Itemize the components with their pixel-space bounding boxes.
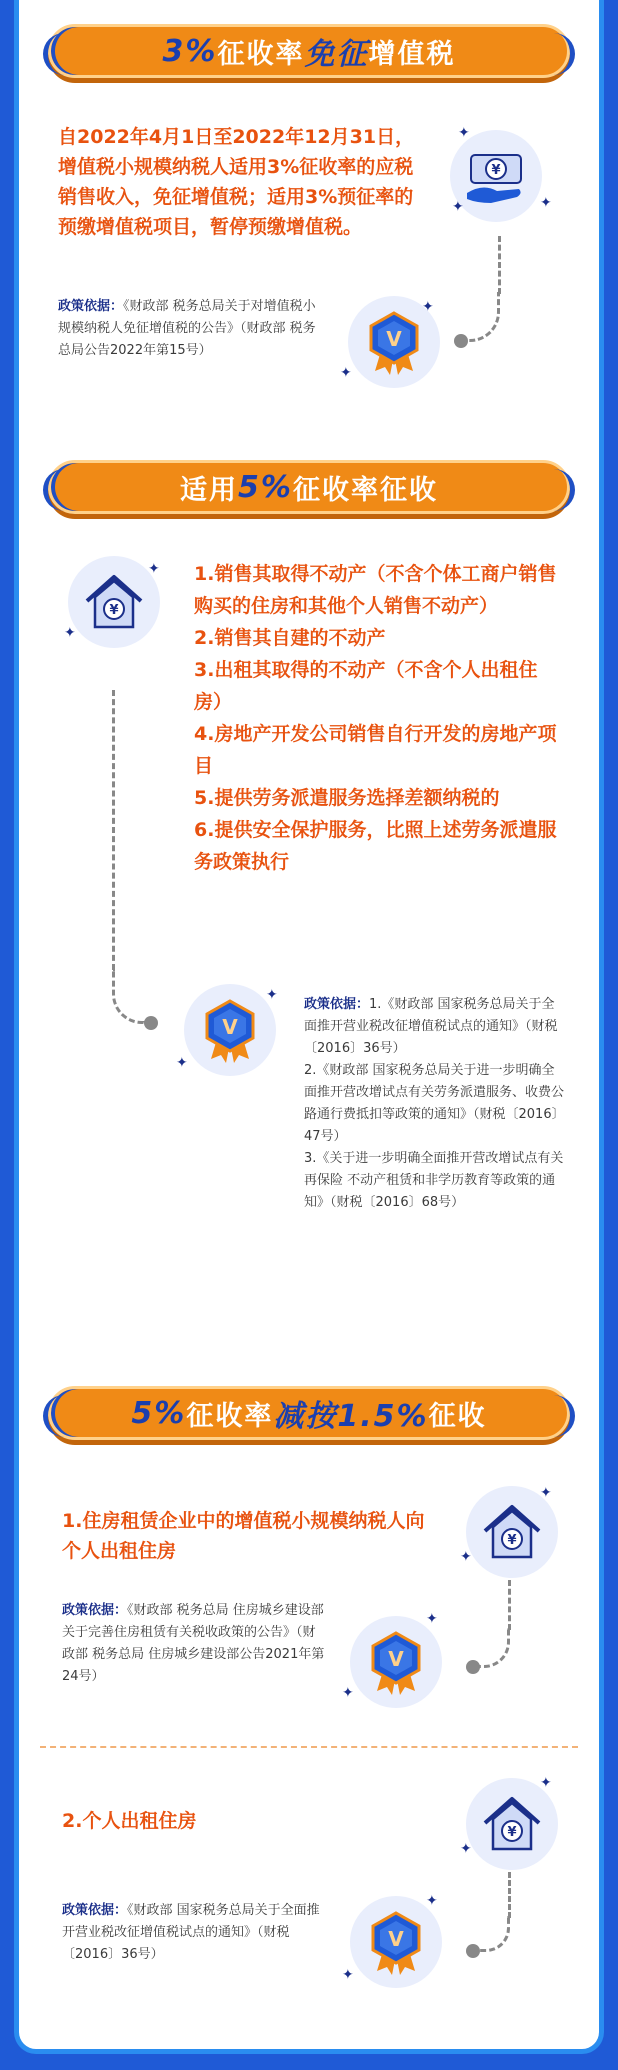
- basis-item: 2.《财政部 国家税务总局关于进一步明确全面推开营改增试点有关劳务派遣服务、收费公路通行费抵扣等政策的通知》（财税〔2016〕47号）: [304, 1063, 565, 1144]
- basis-label: 政策依据：: [304, 997, 370, 1012]
- list-item: 2.销售其自建的不动产: [194, 627, 386, 649]
- sparkle-icon: ✦: [460, 1841, 472, 1857]
- medal-icon: [184, 984, 276, 1076]
- sparkle-icon: ✦: [342, 1685, 354, 1701]
- section2-title-c: 征收率征收: [292, 474, 438, 506]
- section2-item-list: [194, 558, 564, 878]
- sparkle-icon: ✦: [266, 987, 278, 1003]
- basis-text: 《财政部 国家税务总局关于全面推开营业税改征增值税试点的通知》（财税〔2016〕36号）: [62, 1903, 320, 1962]
- connector-line: [508, 1872, 511, 1918]
- basis-label: 政策依据：: [62, 1603, 128, 1618]
- section1-title-exempt: 免征: [304, 37, 369, 72]
- sparkle-icon: ✦: [426, 1611, 438, 1627]
- sparkle-icon: ✦: [540, 1485, 552, 1501]
- sparkle-icon: ✦: [422, 299, 434, 315]
- section3-basis1: [62, 1600, 326, 1688]
- basis-item: 3.《关于进一步明确全面推开营改增试点有关再保险 不动产租赁和非学历教育等政策的通知》（财税〔2016〕68号）: [304, 1151, 564, 1210]
- section1-title-d: 增值税: [368, 38, 456, 70]
- connector-dot: [466, 1660, 480, 1674]
- medal-glyph: V: [388, 1647, 404, 1671]
- list-item: 3.出租其取得的不动产（不含个人出租住房）: [194, 659, 538, 713]
- medal-glyph: V: [386, 327, 402, 351]
- sparkle-icon: ✦: [540, 195, 552, 211]
- connector-dot: [454, 334, 468, 348]
- basis-item: 1.《财政部 国家税务总局关于全面推开营业税改征增值税试点的通知》（财税〔2016〕36号）: [304, 997, 558, 1056]
- basis-text: 《财政部 税务总局 住房城乡建设部关于完善住房租赁有关税收政策的公告》（财政部 税务总局 住房城乡建设部公告2021年第24号）: [62, 1603, 325, 1684]
- basis-text: 《财政部 税务总局关于对增值税小规模纳税人免征增值税的公告》（财政部 税务总局公告2022年第15号）: [58, 299, 316, 358]
- list-item: 1.销售其取得不动产（不含个体工商户销售购买的住房和其他个人销售不动产）: [194, 563, 557, 617]
- section-divider: [40, 1746, 578, 1748]
- section1-basis: [58, 296, 320, 362]
- sparkle-icon: ✦: [458, 125, 470, 141]
- sparkle-icon: ✦: [342, 1967, 354, 1983]
- yuan-glyph: ¥: [507, 1533, 517, 1548]
- connector-line: [508, 1580, 511, 1630]
- section2-banner: [48, 460, 570, 514]
- sparkle-icon: ✦: [148, 561, 160, 577]
- section3-item1: 1.住房租赁企业中的增值税小规模纳税人向个人出租住房: [62, 1510, 425, 1562]
- list-item: 6.提供安全保护服务，比照上述劳务派遣服务政策执行: [194, 819, 557, 873]
- section3-title-b: 征收率: [186, 1400, 274, 1432]
- house-yuan-icon: [466, 1775, 558, 1870]
- sparkle-icon: ✦: [176, 1055, 188, 1071]
- section2-basis: [304, 994, 564, 1214]
- sparkle-icon: ✦: [340, 365, 352, 381]
- section3-banner: [48, 1386, 570, 1440]
- medal-glyph: V: [388, 1927, 404, 1951]
- yuan-glyph: ¥: [491, 163, 501, 178]
- sparkle-icon: ✦: [426, 1893, 438, 1909]
- section3-title-reduced: 减按1.5%: [273, 1399, 429, 1434]
- section2-title-a: 适用: [180, 474, 239, 506]
- section3-title-d: 征收: [428, 1400, 487, 1432]
- connector-line: [112, 690, 115, 970]
- list-item: 4.房地产开发公司销售自行开发的房地产项目: [194, 723, 557, 777]
- house-yuan-icon: [68, 556, 160, 648]
- basis-label: 政策依据：: [58, 299, 124, 314]
- medal-glyph: V: [222, 1015, 238, 1039]
- connector-dot: [466, 1944, 480, 1958]
- basis-label: 政策依据：: [62, 1903, 128, 1918]
- list-item: 5.提供劳务派遣服务选择差额纳税的: [194, 787, 500, 809]
- section3-basis2: [62, 1900, 326, 1966]
- section3-item2: 2.个人出租住房: [62, 1810, 197, 1832]
- sparkle-icon: ✦: [452, 199, 464, 215]
- medal-icon: [350, 1616, 442, 1708]
- section1-body: 自2022年4月1日至2022年12月31日，增值税小规模纳税人适用3%征收率的应税销售收入，免征增值税；适用3%预征率的预缴增值税项目，暂停预缴增值税。: [58, 126, 415, 238]
- connector-line: [498, 236, 501, 294]
- section1-banner: [48, 24, 570, 78]
- section2-title-rate: 5%: [238, 469, 293, 505]
- yuan-glyph: ¥: [109, 603, 119, 618]
- sparkle-icon: ✦: [460, 1549, 472, 1565]
- connector-dot: [144, 1016, 158, 1030]
- sparkle-icon: ✦: [64, 625, 76, 641]
- sparkle-icon: ✦: [540, 1775, 552, 1791]
- section3-title-rate: 5%: [131, 1395, 187, 1431]
- section1-title-rate: 3%: [162, 33, 218, 69]
- section1-title-b: 征收率: [217, 38, 305, 70]
- medal-icon: [350, 1893, 442, 1988]
- yuan-glyph: ¥: [507, 1825, 517, 1840]
